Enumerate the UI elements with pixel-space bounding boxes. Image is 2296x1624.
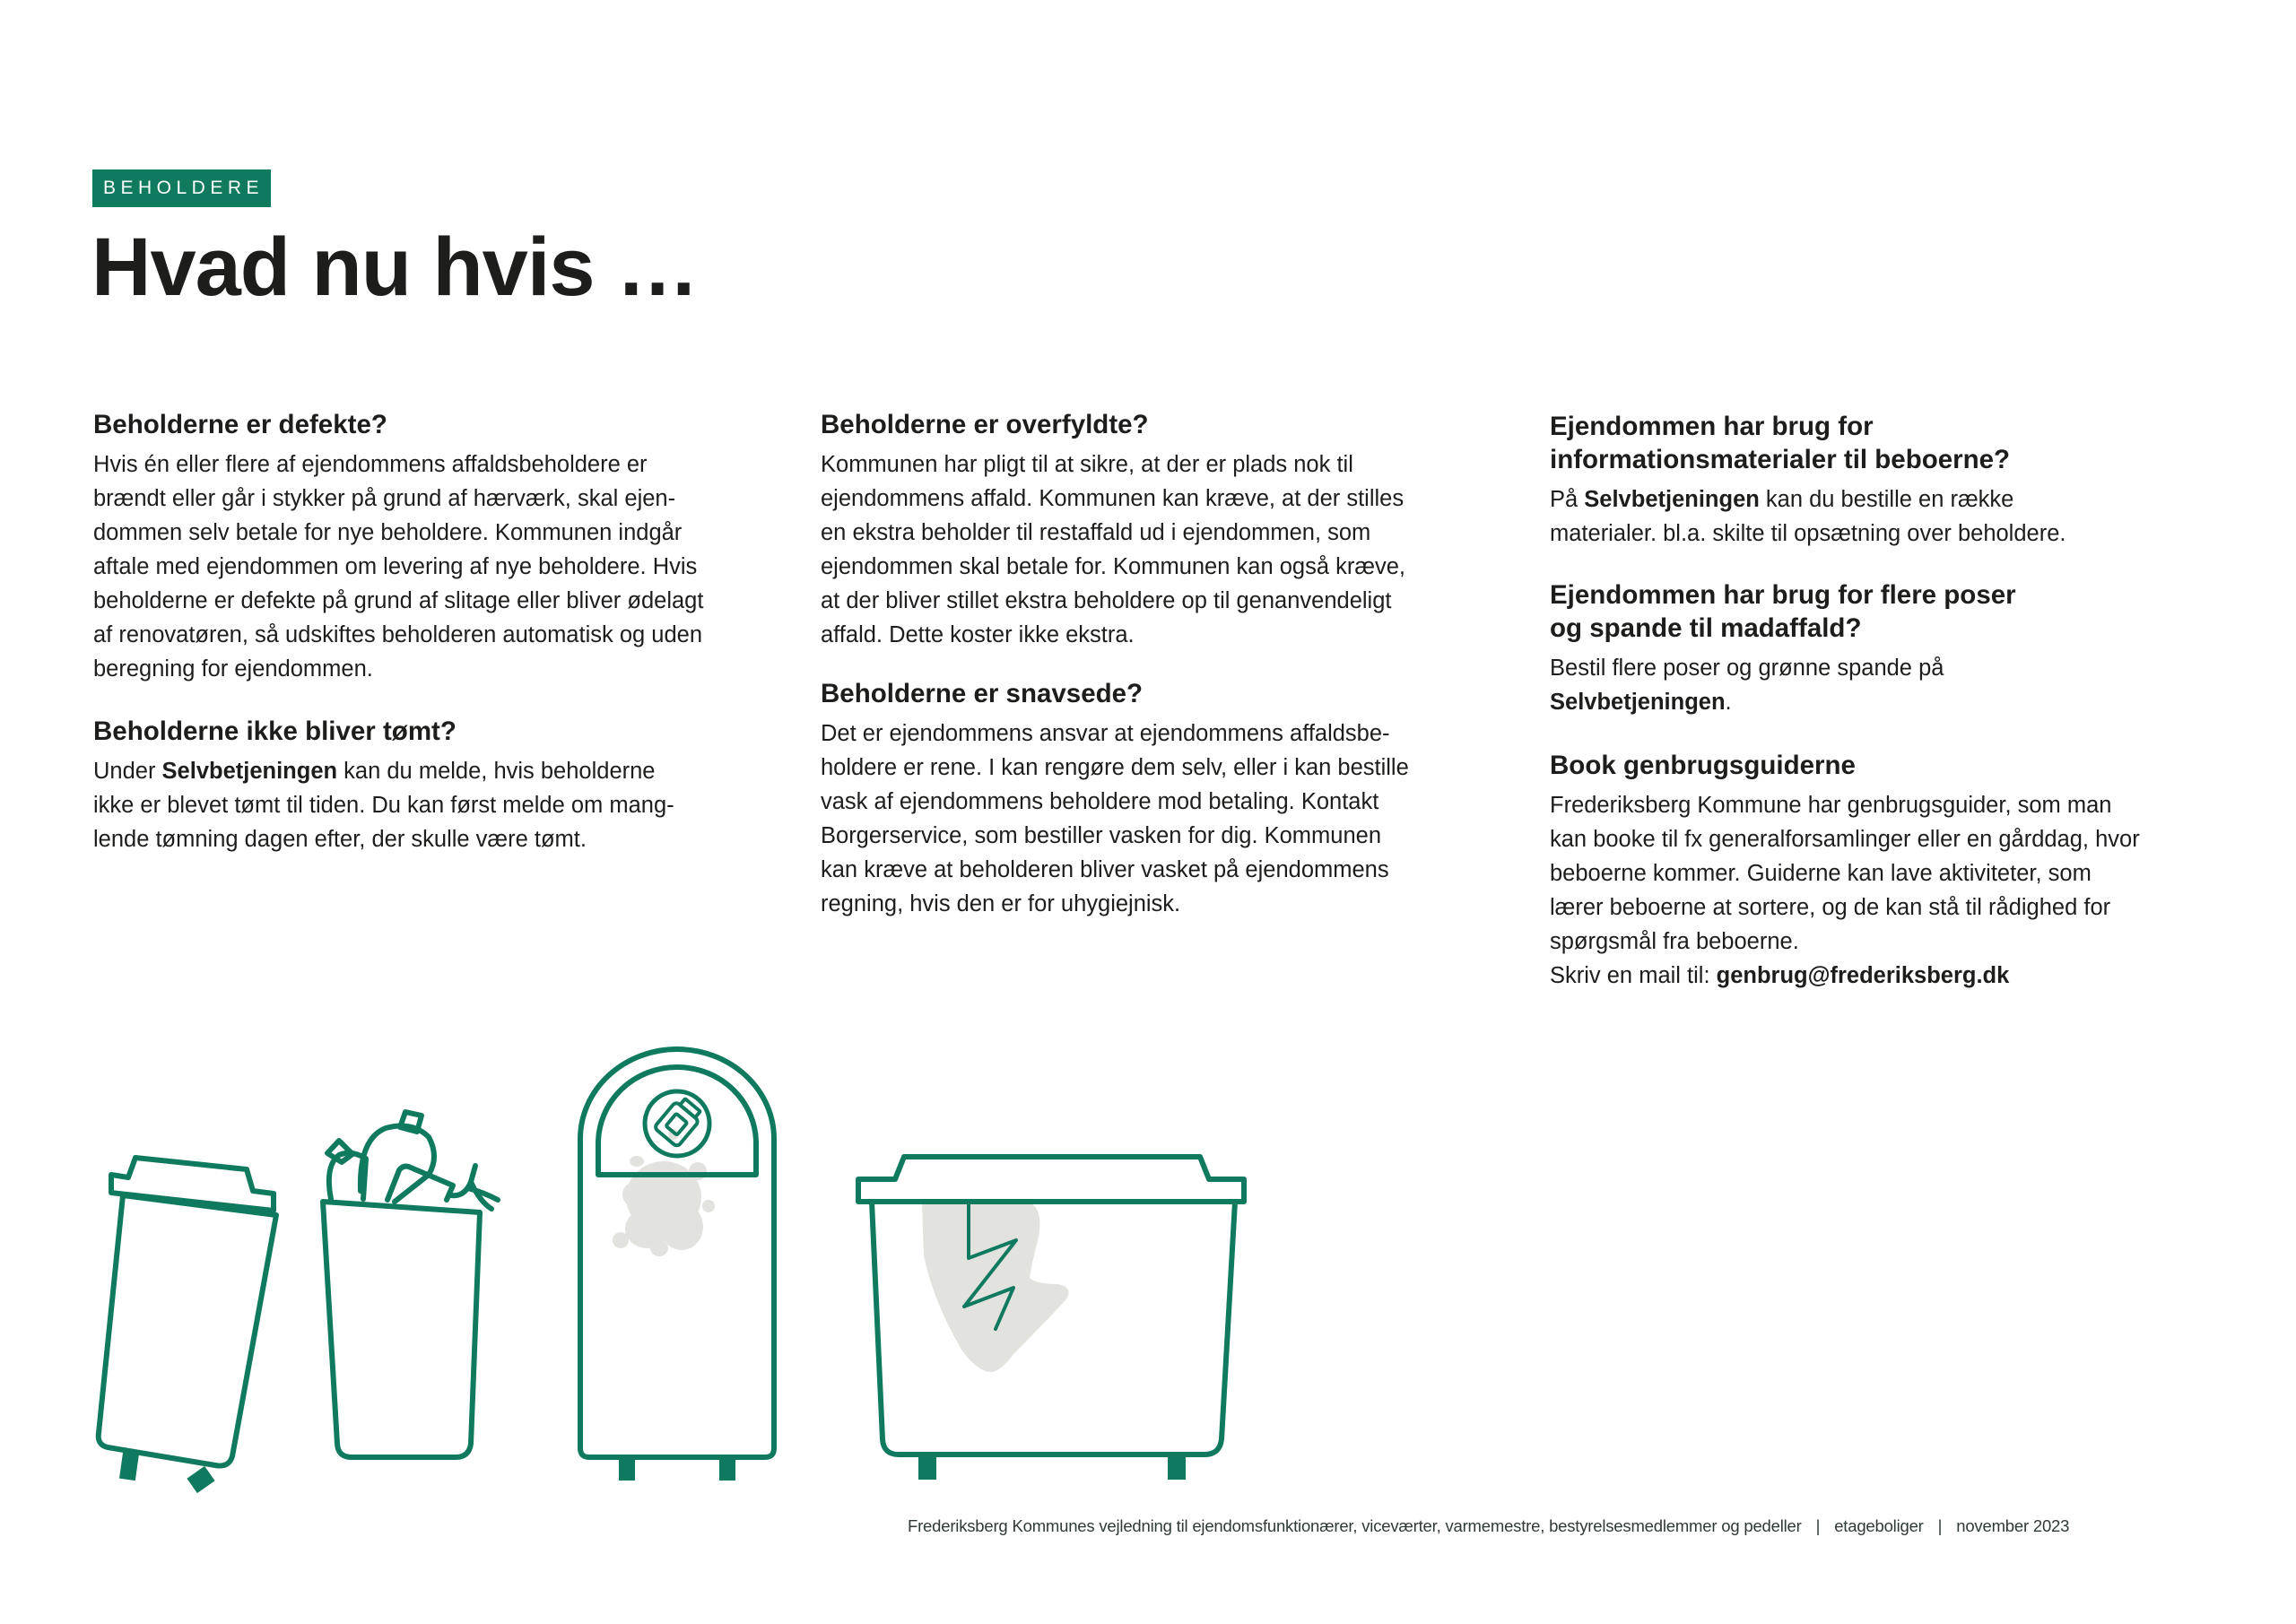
body-line: at der bliver stillet ekstra beholdere op til genanvendeligt	[821, 588, 1392, 613]
selvbetjeningen-link[interactable]: Selvbetjeningen	[1584, 487, 1760, 512]
body-line: kan kræve at beholderen bliver vasket på ejendommens	[821, 857, 1389, 882]
selvbetjeningen-link[interactable]: Selvbetjeningen	[161, 759, 338, 784]
body-line: Frederiksberg Kommune har genbrugsguider, som man	[1550, 793, 2112, 818]
section-heading: Book genbrugsguiderne	[1550, 751, 1856, 780]
body-line: kan booke til fx generalforsamlinger eller en gårddag, hvor	[1550, 827, 2140, 852]
selvbetjeningen-link[interactable]: Selvbetjeningen	[1550, 690, 1726, 715]
body-line: Det er ejendommens ansvar at ejendommens affaldsbe-	[821, 721, 1390, 746]
body-text: På	[1550, 487, 1585, 512]
body-line: vask af ejendommens beholdere mod betaling. Kontakt	[821, 789, 1379, 814]
container-foot	[619, 1457, 635, 1481]
body-line: beholderne er defekte på grund af slitage eller bliver ødelagt	[93, 588, 704, 613]
mail-prefix: Skriv en mail til:	[1550, 963, 1717, 988]
body-line: beboerne kommer. Guiderne kan lave aktiviteter, som	[1550, 861, 2092, 886]
body-line: lærer beboerne at sortere, og de kan stå til rådighed for	[1550, 895, 2111, 920]
body-line: beregning for ejendommen.	[93, 656, 373, 682]
footer-description: Frederiksberg Kommunes vejledning til ejendomsfunktionærer, viceværter, varmemestre, bestyrelsesmedlemmer og pedeller	[908, 1516, 1802, 1535]
dirty-bin-icon	[580, 1049, 774, 1481]
page-title: Hvad nu hvis …	[91, 221, 699, 313]
footer-date: november 2023	[1956, 1516, 2070, 1535]
cracked-container-icon	[858, 1157, 1244, 1480]
body-line: Hvis én eller flere af ejendommens affaldsbeholdere er	[93, 452, 648, 477]
section-heading: Ejendommen har brug for	[1550, 412, 1874, 441]
body-line: brændt eller går i stykker på grund af hærværk, skal ejen-	[93, 486, 676, 511]
large-bag-tie	[400, 1112, 422, 1132]
container-foot	[918, 1455, 936, 1480]
email-link[interactable]: genbrug@frederiksberg.dk	[1716, 963, 2010, 988]
banana-peel	[451, 1166, 498, 1209]
footer-separator: |	[1937, 1516, 1943, 1535]
body-text: kan du melde, hvis beholderne	[337, 759, 656, 784]
body-text: kan du bestille en række	[1759, 487, 2014, 512]
section-heading: Ejendommen har brug for flere poser	[1550, 580, 2016, 610]
body-line: en ekstra beholder til restaffald ud i ejendommen, som	[821, 520, 1371, 545]
footer	[908, 1516, 2069, 1536]
body-text: .	[1725, 690, 1732, 715]
body-line: ejendommen skal betale for. Kommunen kan også kræve,	[821, 554, 1406, 579]
large-bag	[361, 1126, 434, 1202]
footer-category: etageboliger	[1834, 1516, 1924, 1535]
body-line: lende tømning dagen efter, der skulle være tømt.	[93, 827, 587, 852]
body-line: Bestil flere poser og grønne spande på	[1550, 656, 1944, 681]
section-heading: og spande til madaffald?	[1550, 613, 1862, 643]
bottle-opening	[598, 1067, 756, 1175]
glass-bottle-icon	[654, 1095, 704, 1147]
small-bag-tie	[327, 1141, 352, 1162]
section-tag-label: BEHOLDERE	[102, 178, 265, 198]
container-foot	[719, 1457, 735, 1481]
overfilled-bin-icon	[323, 1112, 498, 1457]
body-line: spørgsmål fra beboerne.	[1550, 929, 1799, 954]
section-heading: Beholderne ikke bliver tømt?	[93, 716, 457, 746]
section-heading: Beholderne er overfyldte?	[821, 410, 1149, 439]
section-heading: Beholderne er snavsede?	[821, 679, 1144, 708]
container-outline	[580, 1049, 774, 1457]
defect-bin-icon	[99, 1158, 276, 1493]
bin-body	[323, 1202, 480, 1457]
bin-body	[99, 1195, 276, 1466]
body-line: af renovatøren, så udskiftes beholderen automatisk og uden	[93, 622, 702, 647]
body-line: Kommunen har pligt til at sikre, at der er plads nok til	[821, 452, 1353, 477]
section-heading: informationsmaterialer til beboerne?	[1550, 445, 2011, 474]
body-line: aftale med ejendommen om levering af nye beholdere. Hvis	[93, 554, 698, 579]
body-line: regning, hvis den er for uhygiejnisk.	[821, 891, 1181, 916]
footer-separator: |	[1815, 1516, 1821, 1535]
body-line: Borgerservice, som bestiller vasken for dig. Kommunen	[821, 823, 1382, 848]
container-foot	[1168, 1455, 1186, 1480]
damage-patch	[922, 1203, 1069, 1372]
body-line: dommen selv betale for nye beholdere. Kommunen indgår	[93, 520, 683, 545]
container-lid	[858, 1157, 1244, 1202]
body-line: ikke er blevet tømt til tiden. Du kan først melde om mang-	[93, 793, 674, 818]
bin-wheel	[119, 1452, 139, 1481]
body-line: holdere er rene. I kan rengøre dem selv, eller i kan bestille	[821, 755, 1409, 780]
body-line: affald. Dette koster ikke ekstra.	[821, 622, 1135, 647]
body-line: materialer. bl.a. skilte til opsætning over beholdere.	[1550, 521, 2066, 546]
body-line: ejendommens affald. Kommunen kan kræve, at der stilles	[821, 486, 1405, 511]
bin-wheel-broken	[187, 1466, 214, 1493]
section-heading: Beholderne er defekte?	[93, 410, 387, 439]
body-text: Under	[93, 759, 162, 784]
